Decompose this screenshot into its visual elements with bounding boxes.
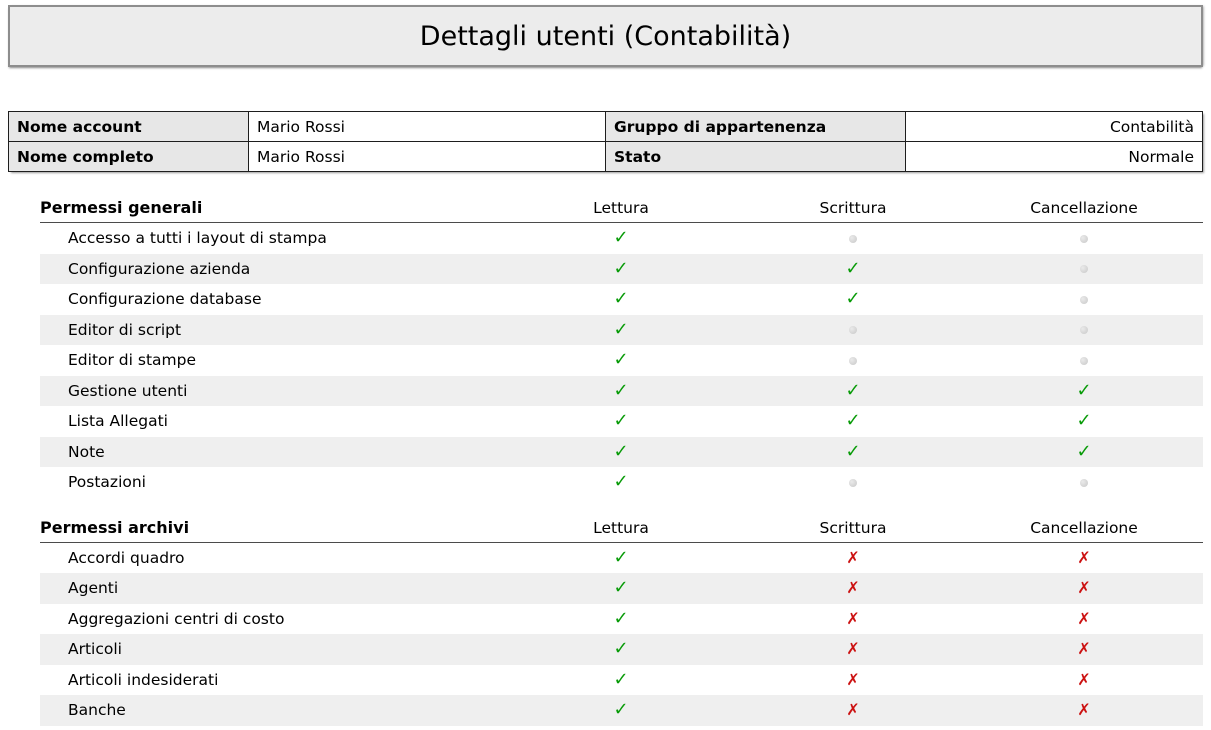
cross-icon: ✗ (1077, 547, 1091, 567)
permission-row (40, 634, 1203, 665)
no-permission-dot-icon (849, 357, 857, 365)
account-field-label: Gruppo di appartenenza (606, 112, 906, 142)
no-permission-dot-icon (1080, 296, 1088, 304)
perm-cell (741, 230, 965, 246)
perm-cell (501, 473, 741, 491)
perm-cell (741, 474, 965, 490)
permission-row (40, 284, 1203, 315)
no-permission-dot-icon (849, 326, 857, 334)
no-permission-dot-icon (1080, 235, 1088, 243)
perm-cell (965, 412, 1203, 430)
perm-cell (965, 261, 1203, 277)
permission-label: Editor di stampe (68, 351, 196, 370)
account-field-label: Nome completo (9, 142, 249, 172)
perm-cell (741, 379, 965, 401)
account-row (9, 142, 1203, 172)
perm-cell (741, 322, 965, 338)
perm-cell (965, 702, 1203, 718)
perm-cell (501, 640, 741, 658)
check-icon: ✓ (613, 288, 629, 310)
account-field-label: Nome account (9, 112, 249, 142)
section-header (40, 518, 1203, 543)
perm-cell (501, 607, 741, 629)
perm-cell (965, 580, 1203, 596)
perm-cell (501, 579, 741, 597)
cross-icon: ✗ (1077, 639, 1091, 659)
account-field-value: Mario Rossi (249, 142, 606, 172)
permission-section (8, 198, 1203, 498)
permission-label: Agenti (68, 579, 119, 598)
cross-icon: ✗ (846, 669, 860, 689)
perm-cell (501, 257, 741, 279)
permission-row (40, 695, 1203, 726)
perm-cell (965, 322, 1203, 338)
check-icon: ✓ (613, 318, 629, 340)
permission-row (40, 223, 1203, 254)
perm-cell (501, 668, 741, 690)
cross-icon: ✗ (1077, 578, 1091, 598)
permission-label: Configurazione azienda (68, 259, 251, 278)
perm-cell (501, 351, 741, 369)
cross-icon: ✗ (1077, 669, 1091, 689)
cross-icon: ✗ (1077, 608, 1091, 628)
section-title: Permessi archivi (40, 517, 190, 537)
permission-label: Lista Allegati (68, 412, 168, 431)
permission-label: Banche (68, 701, 126, 720)
perm-cell (741, 641, 965, 657)
no-permission-dot-icon (849, 479, 857, 487)
perm-cell (741, 440, 965, 462)
column-header: Scrittura (819, 518, 887, 537)
no-permission-dot-icon (1080, 479, 1088, 487)
check-icon: ✓ (613, 668, 629, 690)
permission-row (40, 604, 1203, 635)
check-icon: ✓ (845, 410, 861, 432)
column-header: Lettura (593, 199, 649, 217)
permission-label: Note (68, 442, 105, 461)
check-icon: ✓ (845, 379, 861, 401)
cross-icon: ✗ (846, 578, 860, 598)
no-permission-dot-icon (1080, 265, 1088, 273)
perm-cell (741, 702, 965, 718)
check-icon: ✓ (613, 410, 629, 432)
check-icon: ✓ (613, 227, 629, 249)
perm-cell (501, 440, 741, 462)
cross-icon: ✗ (846, 547, 860, 567)
permission-label: Configurazione database (68, 290, 262, 309)
perm-cell (965, 230, 1203, 246)
cross-icon: ✗ (1077, 700, 1091, 720)
no-permission-dot-icon (849, 235, 857, 243)
check-icon: ✓ (613, 440, 629, 462)
permission-section (8, 518, 1203, 726)
perm-cell (501, 229, 741, 247)
perm-cell (741, 608, 965, 628)
perm-cell (741, 580, 965, 596)
permission-row (40, 254, 1203, 285)
permission-label: Accordi quadro (68, 548, 185, 567)
check-icon: ✓ (613, 638, 629, 660)
permission-label: Articoli indesiderati (68, 670, 219, 689)
perm-cell (965, 379, 1203, 401)
perm-cell (741, 290, 965, 308)
perm-cell (965, 547, 1203, 567)
perm-cell (965, 669, 1203, 689)
check-icon: ✓ (613, 379, 629, 401)
check-icon: ✓ (845, 440, 861, 462)
permission-row (40, 406, 1203, 437)
perm-cell (501, 546, 741, 568)
check-icon: ✓ (613, 257, 629, 279)
permission-row (40, 437, 1203, 468)
account-info-table (8, 111, 1203, 172)
check-icon: ✓ (613, 577, 629, 599)
perm-cell (965, 352, 1203, 368)
check-icon: ✓ (613, 699, 629, 721)
permission-row (40, 376, 1203, 407)
check-icon: ✓ (845, 257, 861, 279)
perm-cell (741, 547, 965, 567)
permission-label: Aggregazioni centri di costo (68, 609, 285, 628)
perm-cell (965, 291, 1203, 307)
account-field-label: Stato (606, 142, 906, 172)
no-permission-dot-icon (1080, 357, 1088, 365)
page-title: Dettagli utenti (Contabilità) (8, 5, 1203, 67)
perm-cell (501, 290, 741, 308)
perm-cell (501, 701, 741, 719)
account-row (9, 112, 1203, 142)
cross-icon: ✗ (846, 700, 860, 720)
perm-cell (965, 641, 1203, 657)
permission-row (40, 467, 1203, 498)
column-header: Scrittura (819, 199, 887, 217)
account-field-value: Contabilità (906, 112, 1203, 142)
check-icon: ✓ (613, 471, 629, 493)
check-icon: ✓ (1076, 410, 1092, 432)
perm-cell (741, 412, 965, 430)
account-field-value: Mario Rossi (249, 112, 606, 142)
perm-cell (741, 257, 965, 279)
check-icon: ✓ (1076, 379, 1092, 401)
perm-cell (741, 669, 965, 689)
perm-cell (501, 412, 741, 430)
perm-cell (501, 318, 741, 340)
check-icon: ✓ (613, 349, 629, 371)
column-header: Lettura (593, 518, 649, 537)
permission-sections (8, 198, 1203, 726)
cross-icon: ✗ (846, 639, 860, 659)
check-icon: ✓ (1076, 440, 1092, 462)
permission-row (40, 543, 1203, 574)
permission-row (40, 665, 1203, 696)
permission-label: Accesso a tutti i layout di stampa (68, 229, 327, 248)
check-icon: ✓ (845, 288, 861, 310)
no-permission-dot-icon (1080, 326, 1088, 334)
permission-row (40, 315, 1203, 346)
section-title: Permessi generali (40, 198, 203, 217)
permission-row (40, 345, 1203, 376)
check-icon: ✓ (613, 546, 629, 568)
permission-label: Editor di script (68, 320, 182, 339)
account-field-value: Normale (906, 142, 1203, 172)
permission-row (40, 573, 1203, 604)
check-icon: ✓ (613, 607, 629, 629)
perm-cell (965, 440, 1203, 462)
permission-label: Articoli (68, 640, 122, 659)
permission-label: Postazioni (68, 473, 146, 492)
perm-cell (741, 352, 965, 368)
cross-icon: ✗ (846, 608, 860, 628)
perm-cell (501, 379, 741, 401)
column-header: Cancellazione (1030, 199, 1138, 217)
section-header (40, 198, 1203, 223)
perm-cell (965, 474, 1203, 490)
perm-cell (965, 608, 1203, 628)
permission-label: Gestione utenti (68, 381, 188, 400)
column-header: Cancellazione (1030, 518, 1138, 537)
